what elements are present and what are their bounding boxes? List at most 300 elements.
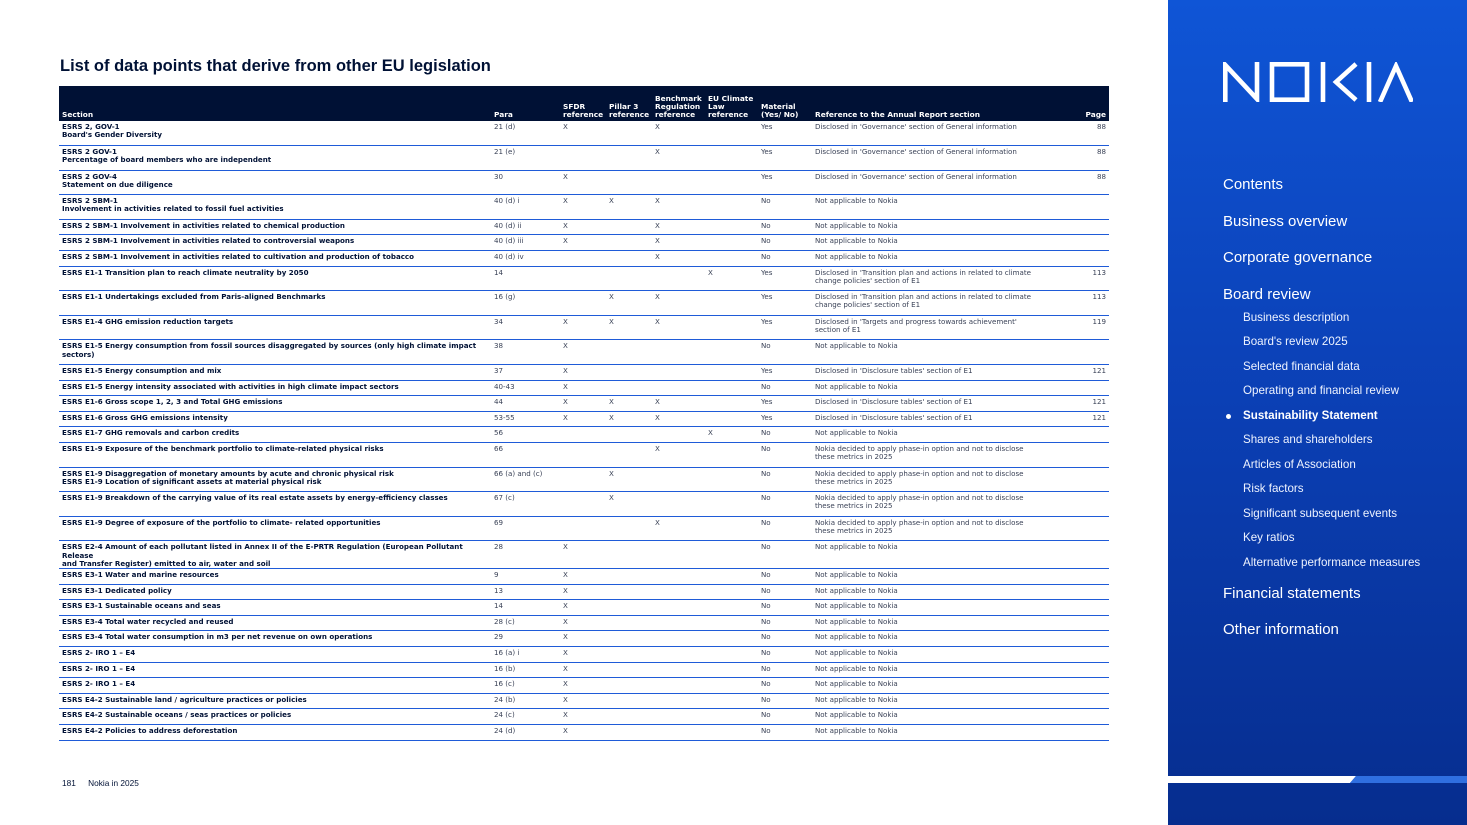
header-material: Material (Yes/ No) xyxy=(758,86,812,121)
cell-sfdr: X xyxy=(560,219,606,235)
cell-reference xyxy=(812,646,1078,662)
cell-material: No xyxy=(758,631,812,647)
cell-pillar3: X xyxy=(606,411,652,427)
cell-reference-line: Nokia decided to apply phase-in option and not to disclose xyxy=(815,493,1024,503)
cell-sfdr xyxy=(560,467,606,492)
cell-benchmark xyxy=(652,631,705,647)
cell-climate-law: X xyxy=(705,427,758,443)
cell-section xyxy=(59,631,491,647)
cell-material: No xyxy=(758,709,812,725)
cell-reference xyxy=(812,219,1078,235)
cell-benchmark: X xyxy=(652,251,705,267)
cell-para: 44 xyxy=(491,396,560,412)
nav-sublink-articles-of-association[interactable] xyxy=(1243,458,1453,472)
table-row xyxy=(59,584,1109,600)
cell-reference-line: Not applicable to Nokia xyxy=(815,252,898,262)
cell-benchmark xyxy=(652,340,705,365)
cell-reference xyxy=(812,195,1078,220)
table-row xyxy=(59,170,1109,195)
cell-benchmark xyxy=(652,615,705,631)
cell-benchmark: X xyxy=(652,146,705,171)
cell-material: No xyxy=(758,219,812,235)
cell-page xyxy=(1078,584,1109,600)
cell-pillar3 xyxy=(606,646,652,662)
nav-link-board-review[interactable]: Board review xyxy=(1223,285,1311,303)
cell-reference-line: change policies' section of E1 xyxy=(815,275,921,285)
cell-section-line: and Transfer Register) emitted to air, water and soil xyxy=(62,558,271,568)
cell-material: Yes xyxy=(758,315,812,340)
cell-benchmark xyxy=(652,380,705,396)
cell-section-line: ESRS 2- IRO 1 – E4 xyxy=(62,647,136,657)
cell-sfdr xyxy=(560,266,606,291)
cell-benchmark: X xyxy=(652,121,705,146)
cell-page: 121 xyxy=(1078,411,1109,427)
cell-material: No xyxy=(758,662,812,678)
table-row xyxy=(59,340,1109,365)
cell-page: 119 xyxy=(1078,315,1109,340)
cell-pillar3 xyxy=(606,693,652,709)
header-reference: Reference to the Annual Report section xyxy=(812,86,1078,121)
cell-page xyxy=(1078,380,1109,396)
cell-para: 16 (g) xyxy=(491,291,560,316)
table-row xyxy=(59,693,1109,709)
cell-pillar3 xyxy=(606,251,652,267)
nav-sublink-label: Articles of Association xyxy=(1243,457,1356,471)
nav-sublink-risk-factors[interactable] xyxy=(1243,482,1453,496)
cell-page xyxy=(1078,219,1109,235)
nav-sublink-selected-financial-data[interactable] xyxy=(1243,360,1453,374)
cell-section xyxy=(59,693,491,709)
cell-reference-line: Disclosed in 'Transition plan and actions in related to climate xyxy=(815,292,1032,302)
cell-material: No xyxy=(758,443,812,468)
cell-climate-law xyxy=(705,516,758,541)
cell-para: 16 (a) i xyxy=(491,646,560,662)
cell-section-line: ESRS 2 SBM-1 xyxy=(62,196,118,206)
sidebar-nav xyxy=(1223,176,1453,658)
cell-reference xyxy=(812,724,1078,740)
cell-reference xyxy=(812,365,1078,381)
cell-para: 28 xyxy=(491,541,560,569)
nav-sublink-label: Key ratios xyxy=(1243,531,1295,544)
cell-section-line: Board's Gender Diversity xyxy=(62,130,162,140)
cell-para: 34 xyxy=(491,315,560,340)
cell-section-line: ESRS 2 SBM-1 Involvement in activities related to chemical production xyxy=(62,220,345,230)
cell-para: 40 (d) iii xyxy=(491,235,560,251)
cell-climate-law xyxy=(705,693,758,709)
cell-reference-line: Not applicable to Nokia xyxy=(815,710,898,720)
cell-climate-law xyxy=(705,631,758,647)
cell-page: 121 xyxy=(1078,396,1109,412)
nav-link-financial-statements[interactable]: Financial statements xyxy=(1223,584,1361,602)
cell-reference-line: Not applicable to Nokia xyxy=(815,585,898,595)
cell-reference-line: Nokia decided to apply phase-in option and not to disclose xyxy=(815,517,1024,527)
page-footer xyxy=(62,778,139,788)
table-row xyxy=(59,411,1109,427)
cell-pillar3 xyxy=(606,541,652,569)
cell-sfdr: X xyxy=(560,315,606,340)
cell-para: 24 (d) xyxy=(491,724,560,740)
cell-climate-law xyxy=(705,492,758,517)
table-row xyxy=(59,195,1109,220)
cell-reference-line: Disclosed in 'Governance' section of General information xyxy=(815,147,1017,157)
cell-section-line: ESRS E1-9 Breakdown of the carrying value of its real estate assets by energy-efficiency classes xyxy=(62,493,448,503)
cell-section xyxy=(59,584,491,600)
cell-sfdr: X xyxy=(560,709,606,725)
nav-link-business-overview[interactable]: Business overview xyxy=(1223,212,1348,230)
cell-section-line: sectors) xyxy=(62,349,95,359)
table-row xyxy=(59,709,1109,725)
cell-reference xyxy=(812,516,1078,541)
cell-section xyxy=(59,170,491,195)
cell-reference xyxy=(812,678,1078,694)
cell-sfdr: X xyxy=(560,396,606,412)
nav-sublink-board-s-review-2025[interactable] xyxy=(1243,335,1453,349)
cell-section-line: ESRS E3-4 Total water consumption in m3 per net revenue on own operations xyxy=(62,632,373,642)
cell-reference xyxy=(812,600,1078,616)
cell-material: No xyxy=(758,568,812,584)
cell-climate-law xyxy=(705,396,758,412)
cell-page xyxy=(1078,492,1109,517)
cell-sfdr: X xyxy=(560,121,606,146)
cell-section xyxy=(59,146,491,171)
cell-sfdr: X xyxy=(560,631,606,647)
cell-section-line: ESRS E1-1 Undertakings excluded from Paris-aligned Benchmarks xyxy=(62,292,326,302)
cell-section-line: ESRS E1-9 Degree of exposure of the portfolio to climate- related opportunities xyxy=(62,517,381,527)
cell-climate-law xyxy=(705,600,758,616)
cell-reference-line: Disclosed in 'Disclosure tables' section of E1 xyxy=(815,412,973,422)
cell-sfdr: X xyxy=(560,724,606,740)
cell-page xyxy=(1078,646,1109,662)
cell-material: Yes xyxy=(758,121,812,146)
nav-sublink-alternative-performance-measures[interactable] xyxy=(1243,556,1453,570)
cell-material: No xyxy=(758,380,812,396)
cell-page xyxy=(1078,427,1109,443)
cell-benchmark xyxy=(652,568,705,584)
cell-pillar3 xyxy=(606,170,652,195)
cell-para: 38 xyxy=(491,340,560,365)
nav-sublink-key-ratios[interactable] xyxy=(1243,531,1453,545)
cell-reference xyxy=(812,693,1078,709)
cell-page xyxy=(1078,516,1109,541)
cell-section-line: Statement on due diligence xyxy=(62,179,173,189)
cell-benchmark xyxy=(652,646,705,662)
cell-para: 67 (c) xyxy=(491,492,560,517)
cell-para: 56 xyxy=(491,427,560,443)
cell-page: 88 xyxy=(1078,170,1109,195)
cell-benchmark xyxy=(652,584,705,600)
cell-sfdr xyxy=(560,251,606,267)
table-row xyxy=(59,662,1109,678)
table-row xyxy=(59,516,1109,541)
cell-section-line: Percentage of board members who are independent xyxy=(62,155,272,165)
cell-pillar3: X xyxy=(606,291,652,316)
cell-page xyxy=(1078,568,1109,584)
cell-section-line: ESRS 2 GOV-1 xyxy=(62,147,117,157)
table-body xyxy=(59,121,1109,740)
cell-benchmark: X xyxy=(652,219,705,235)
cell-pillar3 xyxy=(606,121,652,146)
nav-sublink-significant-subsequent-events[interactable] xyxy=(1243,507,1453,521)
cell-material: Yes xyxy=(758,170,812,195)
cell-reference xyxy=(812,266,1078,291)
cell-climate-law xyxy=(705,541,758,569)
table-row xyxy=(59,600,1109,616)
cell-material: No xyxy=(758,251,812,267)
cell-benchmark xyxy=(652,600,705,616)
nav-link-other-information[interactable]: Other information xyxy=(1223,621,1339,638)
cell-pillar3 xyxy=(606,235,652,251)
cell-climate-law xyxy=(705,235,758,251)
cell-section xyxy=(59,443,491,468)
table-row xyxy=(59,291,1109,316)
cell-benchmark xyxy=(652,724,705,740)
cell-benchmark: X xyxy=(652,516,705,541)
cell-page xyxy=(1078,615,1109,631)
nav-sublink-label: Business description xyxy=(1243,310,1350,324)
nav-sublink-sustainability-statement[interactable] xyxy=(1243,409,1453,423)
cell-reference xyxy=(812,615,1078,631)
cell-reference xyxy=(812,631,1078,647)
nav-sublink-label: Shares and shareholders xyxy=(1243,433,1373,446)
cell-page xyxy=(1078,724,1109,740)
cell-section-line: ESRS E1-6 Gross GHG emissions intensity xyxy=(62,412,228,422)
cell-page: 88 xyxy=(1078,146,1109,171)
cell-material: No xyxy=(758,678,812,694)
cell-benchmark: X xyxy=(652,396,705,412)
cell-material: Yes xyxy=(758,365,812,381)
cell-section xyxy=(59,396,491,412)
sidebar-accent-bar xyxy=(1168,776,1467,783)
cell-reference xyxy=(812,170,1078,195)
cell-section-line: ESRS E1-7 GHG removals and carbon credits xyxy=(62,428,240,438)
cell-climate-law xyxy=(705,291,758,316)
cell-benchmark xyxy=(652,365,705,381)
cell-sfdr xyxy=(560,443,606,468)
cell-sfdr xyxy=(560,516,606,541)
cell-material: Yes xyxy=(758,146,812,171)
cell-climate-law xyxy=(705,709,758,725)
cell-page: 88 xyxy=(1078,121,1109,146)
nav-submenu xyxy=(1243,311,1453,570)
cell-reference xyxy=(812,568,1078,584)
cell-climate-law xyxy=(705,380,758,396)
document-title: Nokia in 2025 xyxy=(88,778,139,788)
cell-page xyxy=(1078,693,1109,709)
nav-link-contents[interactable]: Contents xyxy=(1223,176,1284,193)
cell-material: No xyxy=(758,235,812,251)
cell-benchmark xyxy=(652,709,705,725)
cell-reference xyxy=(812,443,1078,468)
table-row xyxy=(59,121,1109,146)
cell-section-line: ESRS 2 SBM-1 Involvement in activities related to controversial weapons xyxy=(62,236,355,246)
cell-reference-line: Not applicable to Nokia xyxy=(815,694,898,704)
cell-sfdr: X xyxy=(560,340,606,365)
cell-page: 113 xyxy=(1078,266,1109,291)
cell-pillar3 xyxy=(606,219,652,235)
cell-section-line: ESRS E1-9 Exposure of the benchmark portfolio to climate-related physical risks xyxy=(62,444,384,453)
cell-reference-line: these metrics in 2025 xyxy=(815,501,893,511)
cell-section-line: ESRS 2- IRO 1 – E4 xyxy=(62,679,136,689)
nav-sublink-label: Sustainability Statement xyxy=(1243,408,1378,422)
cell-section xyxy=(59,600,491,616)
nav-sublink-business-description[interactable] xyxy=(1243,311,1453,325)
cell-section xyxy=(59,724,491,740)
page-title: List of data points that derive from other EU legislation xyxy=(60,57,491,75)
cell-para: 21 (e) xyxy=(491,146,560,171)
table-row xyxy=(59,678,1109,694)
cell-sfdr xyxy=(560,427,606,443)
cell-section xyxy=(59,315,491,340)
cell-section-line: ESRS E1-5 Energy consumption and mix xyxy=(62,366,222,376)
cell-section xyxy=(59,266,491,291)
cell-section-line: ESRS E4-2 Sustainable oceans / seas practices or policies xyxy=(62,710,292,720)
cell-para: 40 (d) iv xyxy=(491,251,560,267)
cell-pillar3 xyxy=(606,678,652,694)
cell-reference xyxy=(812,584,1078,600)
cell-material: No xyxy=(758,516,812,541)
nav-link-corporate-governance[interactable]: Corporate governance xyxy=(1223,249,1373,266)
header-section: Section xyxy=(59,86,491,121)
cell-material: Yes xyxy=(758,411,812,427)
cell-pillar3: X xyxy=(606,396,652,412)
cell-material: Yes xyxy=(758,396,812,412)
nav-sublink-operating-and-financial-review[interactable] xyxy=(1243,384,1453,398)
cell-reference-line: Disclosed in 'Transition plan and actions in related to climate xyxy=(815,267,1032,277)
cell-material: No xyxy=(758,492,812,517)
cell-pillar3 xyxy=(606,340,652,365)
cell-material: Yes xyxy=(758,291,812,316)
cell-reference-line: these metrics in 2025 xyxy=(815,476,893,486)
cell-para: 24 (c) xyxy=(491,709,560,725)
table-row xyxy=(59,568,1109,584)
cell-section-line: ESRS E2-4 Amount of each pollutant listed in Annex II of the E-PRTR Regulation (European Pollutant Release xyxy=(62,542,463,560)
cell-section xyxy=(59,492,491,517)
cell-reference xyxy=(812,380,1078,396)
cell-material: No xyxy=(758,467,812,492)
cell-climate-law xyxy=(705,662,758,678)
cell-section xyxy=(59,291,491,316)
table-row xyxy=(59,631,1109,647)
cell-reference xyxy=(812,662,1078,678)
cell-reference-line: Not applicable to Nokia xyxy=(815,725,898,735)
data-points-table xyxy=(59,86,1109,741)
header-climate-law: EU Climate Law reference xyxy=(705,86,758,121)
cell-para: 37 xyxy=(491,365,560,381)
cell-sfdr: X xyxy=(560,662,606,678)
cell-sfdr xyxy=(560,291,606,316)
nav-sublink-shares-and-shareholders[interactable] xyxy=(1243,433,1453,447)
cell-reference-line: Not applicable to Nokia xyxy=(815,632,898,642)
cell-material: No xyxy=(758,541,812,569)
cell-para: 30 xyxy=(491,170,560,195)
cell-page xyxy=(1078,541,1109,569)
cell-reference xyxy=(812,467,1078,492)
cell-climate-law xyxy=(705,568,758,584)
cell-section xyxy=(59,427,491,443)
cell-section-line: ESRS E4-2 Sustainable land / agriculture practices or policies xyxy=(62,694,307,704)
cell-benchmark xyxy=(652,678,705,694)
cell-reference-line: Disclosed in 'Targets and progress towards achievement' xyxy=(815,316,1017,326)
cell-para: 24 (b) xyxy=(491,693,560,709)
cell-reference xyxy=(812,427,1078,443)
cell-page xyxy=(1078,235,1109,251)
cell-pillar3: X xyxy=(606,492,652,517)
cell-section-line: ESRS E1-9 Disaggregation of monetary amounts by acute and chronic physical risk xyxy=(62,468,394,478)
cell-section xyxy=(59,541,491,569)
cell-climate-law xyxy=(705,251,758,267)
table-row xyxy=(59,219,1109,235)
cell-section xyxy=(59,709,491,725)
cell-pillar3 xyxy=(606,380,652,396)
cell-section xyxy=(59,121,491,146)
header-page: Page xyxy=(1078,86,1109,121)
nokia-logo[interactable] xyxy=(1223,62,1413,102)
cell-reference-line: Not applicable to Nokia xyxy=(815,569,898,579)
cell-section xyxy=(59,646,491,662)
cell-reference xyxy=(812,146,1078,171)
cell-sfdr: X xyxy=(560,584,606,600)
cell-pillar3 xyxy=(606,600,652,616)
nav-sublink-label: Significant subsequent events xyxy=(1243,506,1398,520)
cell-para: 13 xyxy=(491,584,560,600)
cell-reference xyxy=(812,235,1078,251)
cell-sfdr: X xyxy=(560,365,606,381)
cell-climate-law xyxy=(705,646,758,662)
cell-pillar3 xyxy=(606,146,652,171)
table-row xyxy=(59,615,1109,631)
cell-section xyxy=(59,195,491,220)
cell-page xyxy=(1078,251,1109,267)
cell-para: 40 (d) i xyxy=(491,195,560,220)
cell-climate-law xyxy=(705,315,758,340)
cell-pillar3 xyxy=(606,709,652,725)
cell-sfdr: X xyxy=(560,646,606,662)
cell-reference xyxy=(812,396,1078,412)
cell-reference-line: Not applicable to Nokia xyxy=(815,220,898,230)
cell-section-line: ESRS E1-4 GHG emission reduction targets xyxy=(62,316,234,326)
cell-reference xyxy=(812,709,1078,725)
cell-reference xyxy=(812,315,1078,340)
cell-climate-law xyxy=(705,170,758,195)
cell-para: 21 (d) xyxy=(491,121,560,146)
cell-climate-law xyxy=(705,615,758,631)
cell-climate-law xyxy=(705,411,758,427)
table-row xyxy=(59,724,1109,740)
cell-pillar3 xyxy=(606,443,652,468)
table-row xyxy=(59,315,1109,340)
cell-section-line: ESRS 2 GOV-4 xyxy=(62,171,117,181)
cell-sfdr: X xyxy=(560,235,606,251)
table-header-row xyxy=(59,86,1109,121)
cell-section-line: ESRS E3-4 Total water recycled and reused xyxy=(62,616,234,626)
nav-sublink-label: Board's review 2025 xyxy=(1243,335,1348,348)
cell-material: No xyxy=(758,427,812,443)
header-para: Para xyxy=(491,86,560,121)
cell-section-line: ESRS E1-1 Transition plan to reach climate neutrality by 2050 xyxy=(62,267,309,277)
cell-para: 16 (c) xyxy=(491,678,560,694)
cell-page xyxy=(1078,443,1109,468)
cell-pillar3 xyxy=(606,662,652,678)
cell-reference-line: change policies' section of E1 xyxy=(815,300,921,310)
cell-material: No xyxy=(758,693,812,709)
cell-reference xyxy=(812,492,1078,517)
cell-section-line: ESRS E1-9 Location of significant assets at material physical risk xyxy=(62,476,322,486)
cell-benchmark xyxy=(652,170,705,195)
cell-material: No xyxy=(758,600,812,616)
cell-benchmark: X xyxy=(652,411,705,427)
cell-section-line: ESRS E1-5 Energy intensity associated with activities in high climate impact sectors xyxy=(62,381,399,391)
cell-reference-line: Disclosed in 'Governance' section of General information xyxy=(815,122,1017,131)
